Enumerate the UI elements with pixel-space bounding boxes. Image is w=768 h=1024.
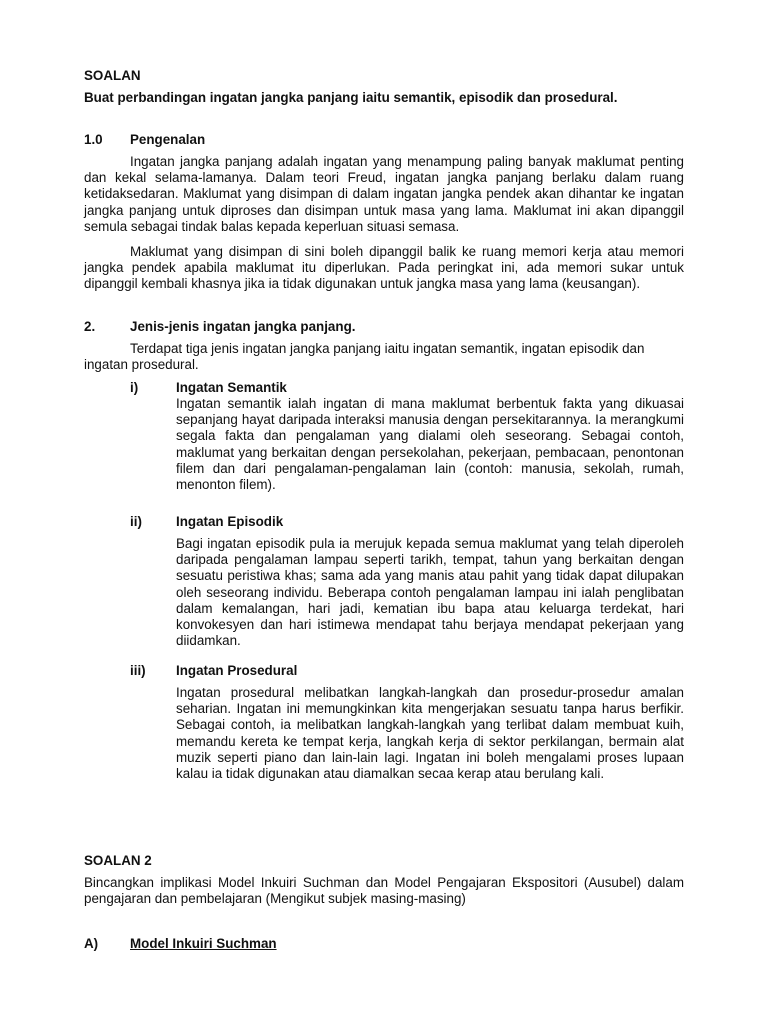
question-2-heading: SOALAN 2 <box>84 853 152 868</box>
subsection-a-title: Model Inkuiri Suchman <box>130 936 277 951</box>
item-1-number: i) <box>130 380 139 395</box>
question-1-text: Buat perbandingan ingatan jangka panjang iaitu semantik, episodik dan prosedural. <box>84 90 618 105</box>
section-1-number: 1.0 <box>84 132 103 147</box>
subsection-a-label: A) <box>84 936 99 951</box>
item-2-text: Bagi ingatan episodik pula ia merujuk kepada semua maklumat yang telah diperoleh daripada pengalaman lampau seperti tarikh, tempat, tahun yang berkaitan dengan sesuatu peristiwa khas; sama ada yang manis atau pahit yang tidak dapat dilupakan oleh seseorang individu. Beberapa contoh pengalaman lampau ini ialah penglibatan dalam kemalangan, hari jadi, kematian ibu bapa atau keluarga terdekat, hari konvokesyen dan hari istimewa mendapat tahu berjaya mendapat pekerjaan yang diidamkan. <box>176 536 684 649</box>
item-2-number: ii) <box>130 514 142 529</box>
item-3-text: Ingatan prosedural melibatkan langkah-langkah dan prosedur-prosedur amalan seharian. Ingatan ini memungkinkan kita mengerjakan sesuatu tanpa harus berfikir. Sebagai contoh, ia melibatkan langkah-langkah yang terlibat dalam membuat kuih, memandu kereta ke tempat kerja, langkah kerja di sektor perkilangan, bermain alat muzik seperti piano dan lain-lain lagi. Ingatan ini boleh mengalami proses lupaan kalau ia tidak digunakan atau diamalkan secaa kerap atau berulang kali. <box>176 685 684 782</box>
item-1-text: Ingatan semantik ialah ingatan di mana maklumat berbentuk fakta yang dikuasai sepanjang hayat daripada interaksi manusia dengan persekitarannya. Ia merangkumi segala fakta dan pengalaman yang dialami oleh seseorang. Sebagai contoh, maklumat yang berkaitan dengan persekolahan, pekerjaan, pembacaan, penontonan filem dan dari pengalaman-pengalaman lain (contoh: manusia, sekolah, rumah, menonton filem). <box>176 396 684 493</box>
question-1-heading: SOALAN <box>84 68 141 83</box>
section-1-title: Pengenalan <box>130 132 206 147</box>
section-1-paragraph-1: Ingatan jangka panjang adalah ingatan yang menampung paling banyak maklumat penting dan kekal selama-lamanya. Dalam teori Freud, ingatan jangka panjang berlaku dalam ruang ketidaksedaran. Maklumat yang disimpan di dalam ingatan jangka pendek akan dihantar ke ingatan jangka panjang untuk diproses dan disimpan untuk masa yang lama. Maklumat ini akan dipanggil semula sebagai tindak balas kepada keperluan situasi semasa. <box>84 154 684 234</box>
item-1-title: Ingatan Semantik <box>176 380 287 395</box>
section-2-title: Jenis-jenis ingatan jangka panjang. <box>130 319 356 334</box>
section-1-paragraph-2: Maklumat yang disimpan di sini boleh dipanggil balik ke ruang memori kerja atau memori jangka pendek apabila maklumat itu diperlukan. Pada peringkat ini, ada memori sukar untuk dipanggil kembali khasnya jika ia tidak digunakan untuk jangka masa yang lama (keusangan). <box>84 244 684 292</box>
item-2-title: Ingatan Episodik <box>176 514 284 529</box>
question-2-text: Bincangkan implikasi Model Inkuiri Suchman dan Model Pengajaran Ekspositori (Ausubel) dalam pengajaran dan pembelajaran (Mengikut subjek masing-masing) <box>84 875 684 907</box>
section-2-number: 2. <box>84 319 96 334</box>
section-2-intro: Terdapat tiga jenis ingatan jangka panjang iaitu ingatan semantik, ingatan episodik dan ingatan prosedural. <box>84 341 645 373</box>
item-3-number: iii) <box>130 663 146 678</box>
item-3-title: Ingatan Prosedural <box>176 663 298 678</box>
